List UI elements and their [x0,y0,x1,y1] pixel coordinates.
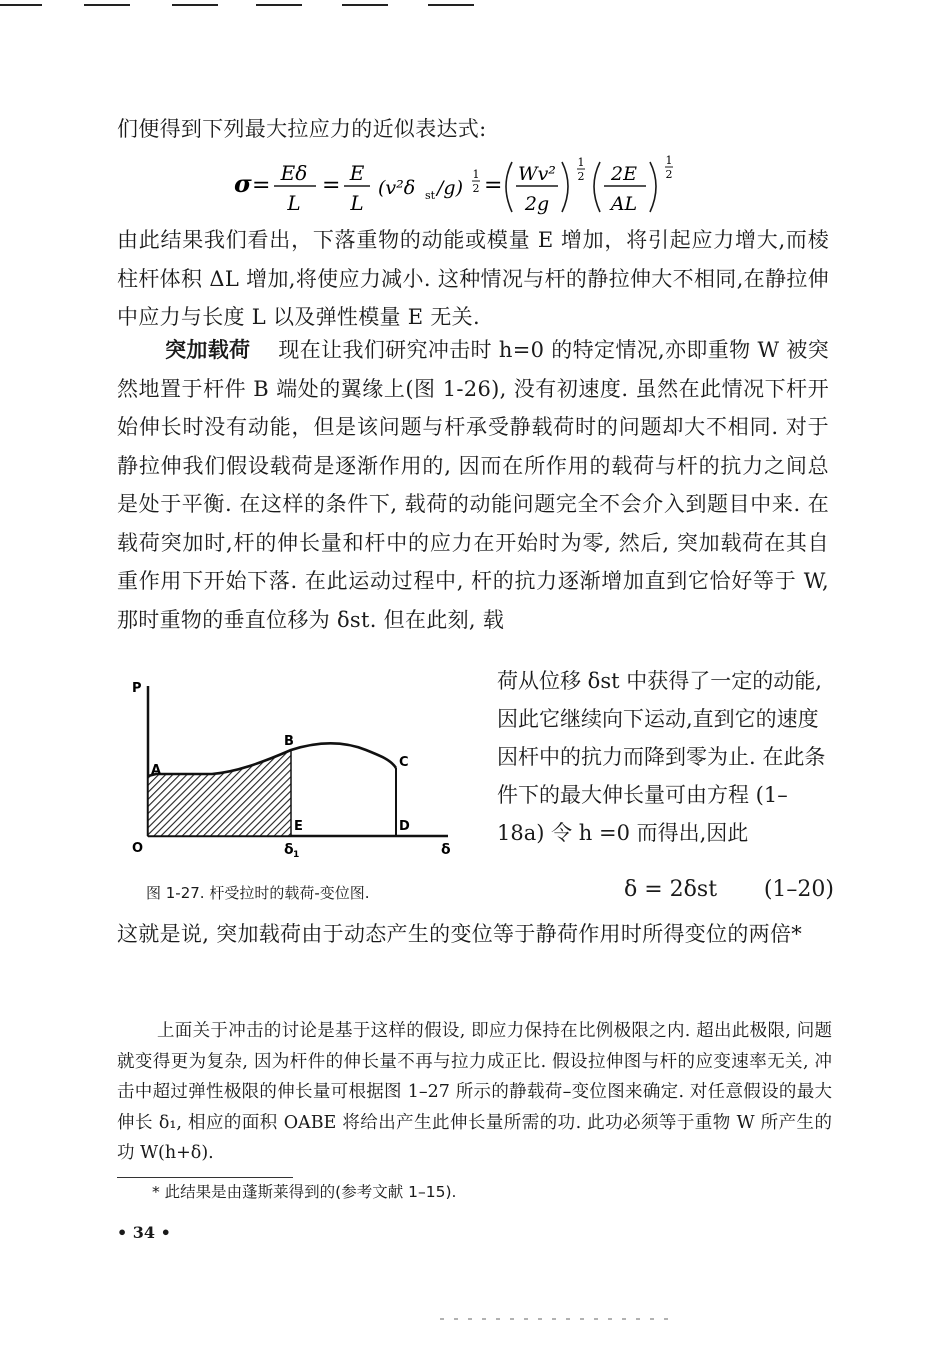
axis-label-delta: δ [441,842,451,858]
formula-half-den-2: 2 [577,170,585,183]
formula-num-2: E [349,161,365,185]
footnote: * 此结果是由蓬斯莱得到的(参考文献 1–15). [152,1183,457,1201]
formula-eq-2: = [322,173,341,198]
label-delta1-sub: 1 [293,850,300,860]
top-rule-1 [0,4,42,6]
label-e: E [294,819,303,834]
formula-sigma: σ [234,169,252,198]
page-number: • 34 • [117,1223,171,1242]
formula-paren-body: (v²δ [378,177,416,199]
paragraph-side-text: 荷从位移 δst 中获得了一定的动能,因此它继续向下运动,直到它的速度因杆中的抗力而降到零为止. 在此条件下的最大伸长量可由方程 (1–18a) 令 h =0 而得出,因此 [497,669,826,845]
formula-den-3: 2g [524,193,550,215]
formula-num-4: 2E [611,163,637,185]
top-rule-4 [256,4,302,6]
formula-den-1: L [287,191,301,215]
formula-den-2: L [350,191,364,215]
paragraph-intro: 们便得到下列最大拉应力的近似表达式: [117,117,487,141]
figure-caption: 图 1-27. 杆受拉时的载荷-变位图. [146,884,370,902]
label-c: C [399,755,409,770]
formula-paren-tail: /g) [437,177,463,199]
paragraph-plastic-impact: 上面关于冲击的讨论是基于这样的假设, 即应力保持在比例极限之内. 超出此极限, 问题就变得更为复杂, 因为杆件的伸长量不再与拉力成正比. 假设拉伸图与杆的应变速率无关, 冲击中超过弹性极限的伸长量可根据图 1–27 所示的静载荷–变位图来确定. 对任意假设的最大伸长 δ₁, 相应的面积 OABE 将给出产生此伸长量所需的功. 此功必须等于重物 W 所产生的功 W(h+δ). [117,1021,832,1164]
formula-half-den-1: 2 [472,182,480,195]
formula-half-den-3: 2 [665,168,673,181]
hatched-area-oabe [148,750,291,836]
label-b: B [284,734,294,749]
formula-half-num-2: 1 [577,156,585,169]
equation-number: (1–20) [763,877,834,902]
label-origin: O [132,841,144,856]
paragraph-sudden-load-body: 现在让我们研究冲击时 h=0 的特定情况,亦即重物 W 被突然地置于杆件 B 端处的翼缘上(图 1-26), 没有初速度. 虽然在此情况下杆开始伸长时没有动能，但是该问题与杆承受静载荷时的问题却大不相同. 对于静拉伸我们假设载荷是逐渐作用的, 因而在所作用的载荷与杆的抗力之间总是处于平衡. 在这样的条件下, 载荷的动能问题完全不会介入到题目中来. 在载荷突加时,杆的伸长量和杆中的应力在开始时为零, 然后, 突加载荷在其自重作用下开始下落. 在此运动过程中, 杆的抗力逐渐增加直到它恰好等于 W,那时重物的垂直位移为 δst. 但在此刻, 载 [117,338,829,632]
formula-st-sub: st [425,189,436,202]
label-delta1: δ [284,842,294,858]
load-displacement-figure [116,668,466,868]
label-a: A [151,763,162,778]
paragraph-conclusion: 这就是说, 突加载荷由于动态产生的变位等于静荷作用时所得变位的两倍* [117,922,803,946]
formula-half-num-3: 1 [665,154,673,167]
stress-formula [232,150,712,220]
paragraph-sudden-load [117,331,829,639]
equation-1-20 [624,877,834,902]
axis-label-p: P [132,681,142,696]
formula-eq-3: = [484,173,503,198]
formula-den-4: AL [610,193,638,215]
section-heading-sudden-load: 突加载荷 [165,337,251,362]
top-rule-3 [172,4,218,6]
formula-num-3: Wv² [518,163,556,185]
top-rule-5 [342,4,388,6]
footnote-rule [117,1177,293,1178]
formula-num-1: Eδ [280,161,308,185]
scan-noise-dots [440,1316,670,1322]
equation-body: δ = 2δst [624,877,718,902]
formula-half-num-1: 1 [472,168,480,181]
top-rule-6 [428,4,474,6]
label-d: D [399,819,410,834]
formula-eq-1: = [252,173,271,198]
paragraph-result: 由此结果我们看出，下落重物的动能或模量 E 增加，将引起应力增大,而棱柱杆体积 ΔL 增加,将使应力减小. 这种情况与杆的静拉伸大不相同,在静拉伸中应力与长度 L 以及弹性模量 E 无关. [117,228,829,329]
top-rule-2 [84,4,130,6]
